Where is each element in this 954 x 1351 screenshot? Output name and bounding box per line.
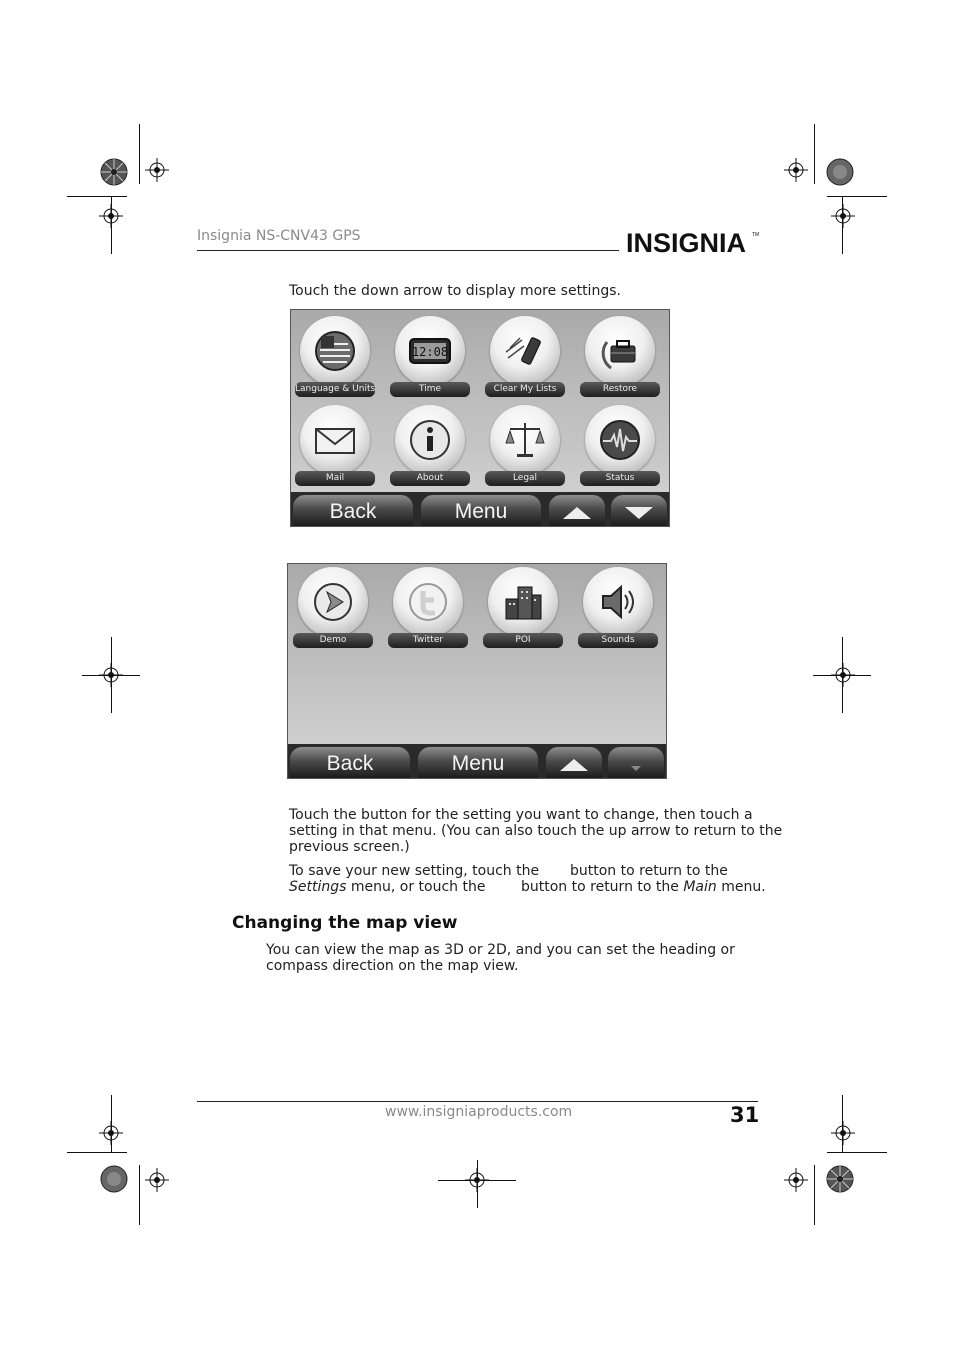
- registration-target-icon: [99, 204, 123, 228]
- section-text: compass direction on the map view.: [266, 958, 519, 974]
- instruction-line: setting in that menu. (You can also touch the up arrow to return to the: [289, 823, 783, 839]
- tile-legal[interactable]: [483, 405, 567, 493]
- tile-label: Sounds: [578, 633, 658, 648]
- color-bar-icon: [100, 158, 128, 186]
- tile-label: Status: [580, 471, 660, 486]
- info-icon: [407, 417, 453, 463]
- tile-poi[interactable]: [481, 567, 565, 655]
- menu-button[interactable]: Menu: [421, 495, 541, 526]
- tile-demo[interactable]: [291, 567, 375, 655]
- tile-status[interactable]: [578, 405, 662, 493]
- scroll-up-button[interactable]: [546, 747, 602, 778]
- waveform-icon: [597, 417, 643, 463]
- registration-target-icon: [145, 1168, 169, 1192]
- tile-label: Legal: [485, 471, 565, 486]
- save-instruction: button to return to the: [570, 863, 728, 879]
- save-instruction: button to return to the Main menu.: [521, 879, 766, 895]
- intro-text: Touch the down arrow to display more settings.: [289, 283, 621, 299]
- scales-icon: [502, 417, 548, 463]
- color-bar-icon: [826, 158, 854, 186]
- arrow-down-icon: [625, 507, 653, 519]
- registration-target-icon: [831, 663, 855, 687]
- back-button[interactable]: Back: [290, 747, 410, 778]
- screen-nav-bar: [288, 744, 666, 778]
- tile-label: Clear My Lists: [485, 382, 565, 397]
- scroll-up-button[interactable]: [549, 495, 605, 526]
- speaker-icon: [595, 579, 641, 625]
- scroll-down-button[interactable]: [611, 495, 667, 526]
- tile-time[interactable]: [388, 316, 472, 404]
- registration-target-icon: [831, 1121, 855, 1145]
- flag-globe-icon: [312, 328, 358, 374]
- tile-sounds[interactable]: [576, 567, 660, 655]
- footer-url: www.insigniaproducts.com: [385, 1104, 573, 1120]
- clock-icon: [407, 328, 453, 374]
- save-instruction: Settings menu, or touch the: [289, 879, 486, 895]
- screen-nav-bar: [291, 492, 669, 526]
- registration-target-icon: [831, 204, 855, 228]
- section-heading: Changing the map view: [232, 913, 458, 933]
- tile-clear-my-lists[interactable]: [483, 316, 567, 404]
- registration-target-icon: [465, 1168, 489, 1192]
- svg-text:INSIGNIA: INSIGNIA: [626, 228, 747, 258]
- tile-mail[interactable]: [293, 405, 377, 493]
- menu-button[interactable]: Menu: [418, 747, 538, 778]
- document-title: Insignia NS-CNV43 GPS: [197, 228, 361, 244]
- registration-target-icon: [99, 663, 123, 687]
- tile-label: Restore: [580, 382, 660, 397]
- eraser-icon: [502, 328, 548, 374]
- envelope-icon: [312, 417, 358, 463]
- insignia-logo: [626, 222, 760, 262]
- save-instruction: To save your new setting, touch the: [289, 863, 540, 879]
- settings-screen-1: [290, 309, 670, 527]
- back-button[interactable]: Back: [293, 495, 413, 526]
- tile-label: Language & Units: [295, 382, 375, 397]
- tile-restore[interactable]: [578, 316, 662, 404]
- scroll-down-button-disabled: [608, 747, 664, 778]
- tile-language-units[interactable]: [293, 316, 377, 404]
- arrow-up-icon: [563, 507, 591, 519]
- toolbox-icon: [597, 328, 643, 374]
- registration-target-icon: [99, 1121, 123, 1145]
- buildings-icon: [500, 579, 546, 625]
- instruction-line: previous screen.): [289, 839, 410, 855]
- registration-target-icon: [784, 158, 808, 182]
- play-arrow-icon: [310, 579, 356, 625]
- tile-about[interactable]: [388, 405, 472, 493]
- arrow-down-icon: [631, 766, 641, 771]
- footer-rule: [197, 1101, 758, 1102]
- settings-screen-2: [287, 563, 667, 779]
- tile-label: Demo: [293, 633, 373, 648]
- registration-target-icon: [145, 158, 169, 182]
- tile-label: Mail: [295, 471, 375, 486]
- tile-label: POI: [483, 633, 563, 648]
- registration-target-icon: [784, 1168, 808, 1192]
- twitter-icon: [405, 579, 451, 625]
- svg-text:12:08: 12:08: [411, 345, 449, 359]
- section-text: You can view the map as 3D or 2D, and you can set the heading or: [266, 942, 735, 958]
- instruction-line: Touch the button for the setting you want to change, then touch a: [289, 807, 753, 823]
- header-rule: [197, 250, 619, 251]
- color-bar-icon: [100, 1165, 128, 1193]
- tile-label: About: [390, 471, 470, 486]
- arrow-up-icon: [560, 759, 588, 771]
- tile-label: Time: [390, 382, 470, 397]
- svg-text:TM: TM: [752, 232, 760, 238]
- page-number: 31: [730, 1103, 760, 1127]
- color-bar-icon: [826, 1165, 854, 1193]
- tile-label: Twitter: [388, 633, 468, 648]
- tile-twitter[interactable]: [386, 567, 470, 655]
